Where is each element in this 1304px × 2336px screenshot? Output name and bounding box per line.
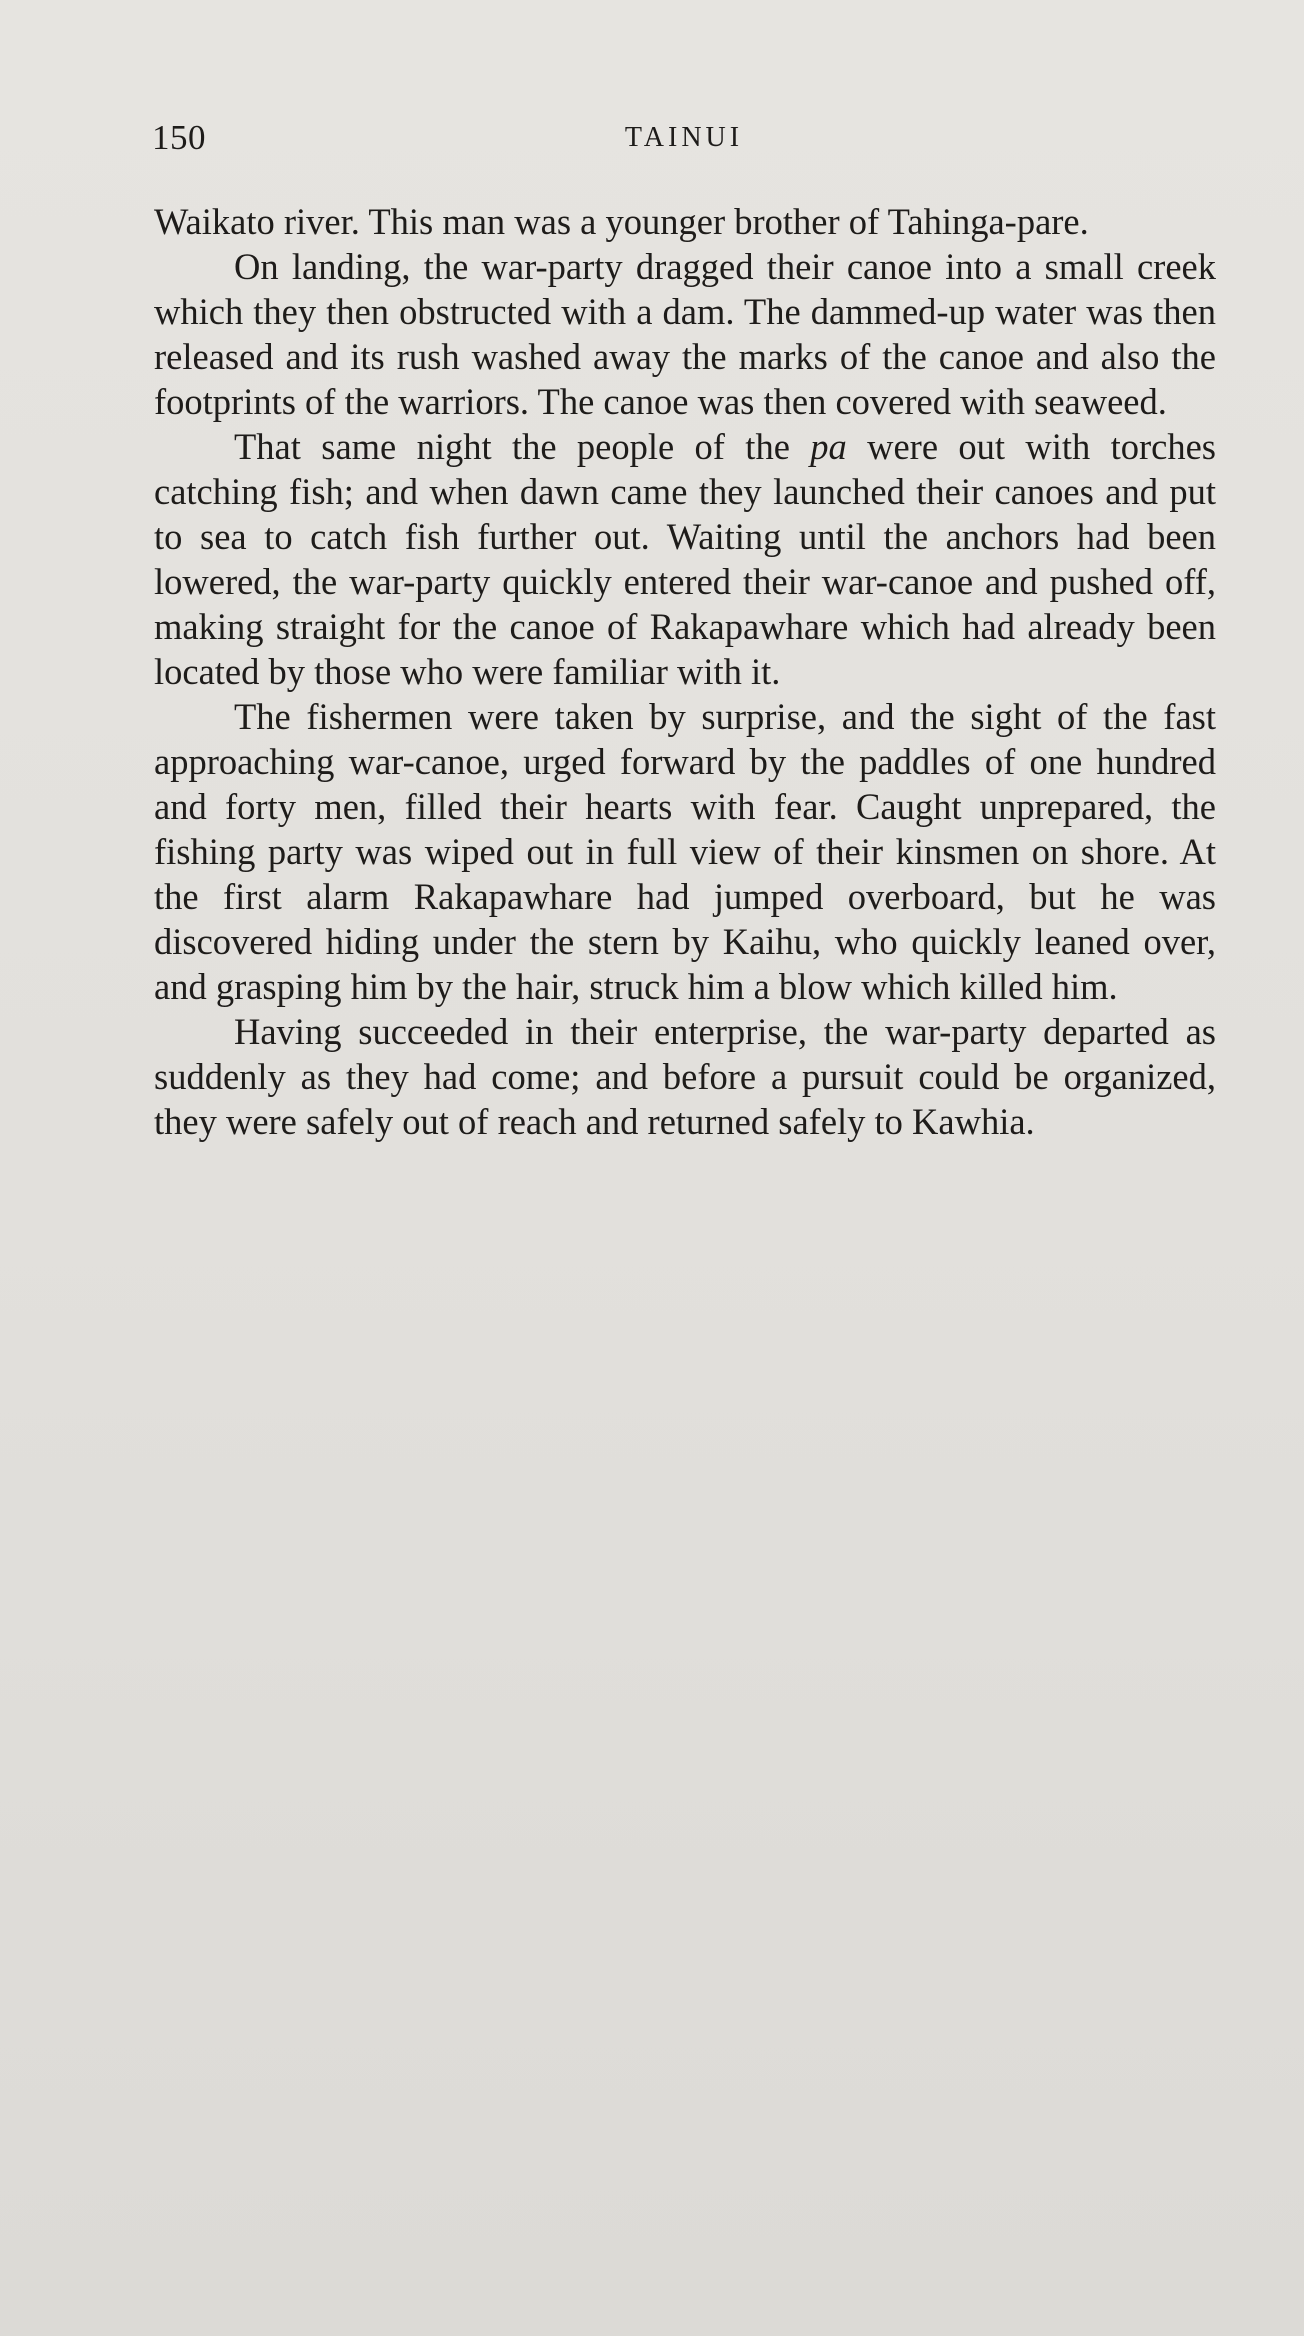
- running-title: TAINUI: [624, 122, 744, 153]
- paragraph: That same night the people of the pa were out with torches catching fish; and when dawn came they launched their canoes and put to sea to catch fish further out. Waiting until the anchors had been lowered, the war-party quickly entered their war-canoe and pushed off, making straight for the canoe of Rakapawhare which had already been located by those who were familiar with it.: [154, 426, 1216, 692]
- italic-term: pa: [810, 426, 847, 467]
- paragraph: On landing, the war-party dragged their canoe into a small creek which they then obstructed with a dam. The dammed-up water was then released and its rush washed away the marks of the canoe and also the footprints of the warriors. The canoe was then covered with seaweed.: [154, 246, 1216, 422]
- page-header: [152, 118, 1216, 168]
- paragraph: Having succeeded in their enterprise, the war-party departed as suddenly as they had come; and before a pursuit could be organized, they were safely out of reach and returned safely to Kawhia.: [154, 1011, 1216, 1142]
- paragraph: The fishermen were taken by surprise, and the sight of the fast approaching war-canoe, urged forward by the paddles of one hundred and forty men, filled their hearts with fear. Caught unprepared, the fishing party was wiped out in full view of their kinsmen on shore. At the first alarm Rakapawhare had jumped overboard, but he was discovered hiding under the stern by Kaihu, who quickly leaned over, and grasping him by the hair, struck him a blow which killed him.: [154, 696, 1216, 1007]
- page-number: 150: [152, 118, 206, 157]
- paragraph: Waikato river. This man was a younger brother of Tahinga-pare.: [154, 201, 1089, 242]
- body-text: [154, 199, 1216, 1144]
